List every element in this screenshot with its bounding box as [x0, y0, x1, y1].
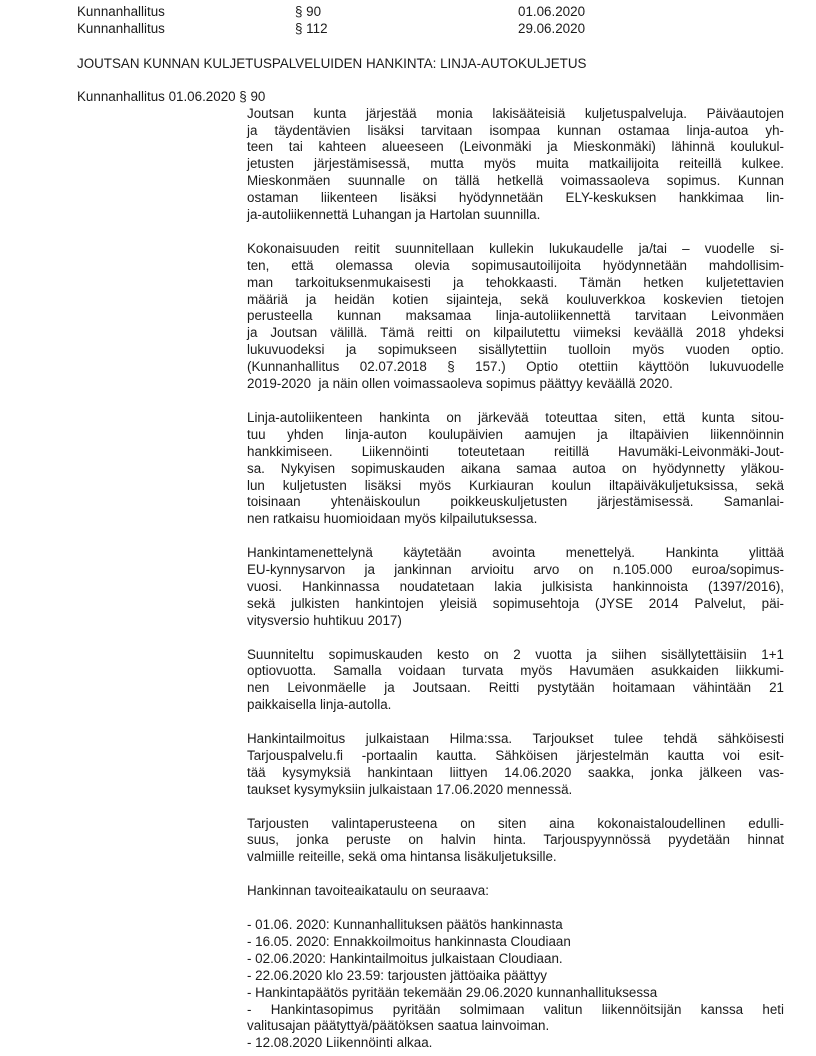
text-line: vuosi. Hankinnassa noudatetaan lakia julkisista hankinnoista (1397/2016),	[247, 578, 784, 594]
paragraph-schedule-intro	[247, 883, 784, 900]
text-line: hankkimiseen. Liikennöinti toteutetaan reitillä Havumäki-Leivonmäki-Jout-	[247, 443, 784, 459]
text-line: 2019-2020 ja näin ollen voimassaoleva sopimus päättyy keväällä 2020.	[247, 376, 673, 392]
text-line: Hankinnan tavoiteaikataulu on seuraava:	[247, 883, 489, 899]
paragraph-tender-process	[247, 731, 784, 799]
text-line: Suunniteltu sopimuskauden kesto on 2 vuotta ja siihen sisällytettäisiin 1+1	[247, 646, 784, 662]
text-line: ja-autoliikennettä Luhangan ja Hartolan suunnilla.	[247, 207, 541, 223]
text-line: nen Leivonmäelle ja Joutsaan. Reitti pystytään hoitamaan vähintään 21	[247, 680, 784, 696]
paragraph-route-planning	[247, 241, 784, 393]
schedule-list	[247, 917, 784, 1052]
text-line: - 02.06.2020: Hankintailmoitus julkaistaan Cloudiaan.	[247, 950, 563, 966]
body-text	[247, 106, 784, 1053]
text-line: paikkaisella linja-autolla.	[247, 697, 392, 713]
text-line: teen tai kahteen alueeseen (Leivonmäki ja Mieskonmäki) lähinnä koulukul-	[247, 139, 784, 155]
text-line: - Hankintasopimus pyritään solmimaan valitun liikennöitsijän kanssa heti	[247, 1001, 784, 1017]
text-line: Tarjousten valintaperusteena on siten aina kokonaistaloudellinen edulli-	[247, 815, 784, 831]
text-line: perusteella kunnan maksamaa linja-autoliikennettä tarvitaan Leivonmäen	[247, 308, 784, 324]
text-line: ostaman liikenteen lisäksi hyödynnetään ELY-keskuksen hankkimaa lin-	[247, 190, 784, 206]
paragraph-procurement-procedure	[247, 545, 784, 630]
text-line: vitysversio huhtikuu 2017)	[247, 612, 402, 628]
text-line: tuu yhden linja-auton koulupäivien aamujen ja iltapäivien liikennöinnin	[247, 426, 784, 442]
text-line: - 01.06. 2020: Kunnanhallituksen päätös hankinnasta	[247, 916, 563, 932]
text-line: toisinaan yhtenäiskoulun poikkeuskuljetusten järjestämisessä. Samanlai-	[247, 494, 784, 510]
text-line: jetusten järjestämisessä, mutta myös muita matkailijoita reiteillä kulkee.	[247, 156, 784, 172]
section-number: § 90	[295, 4, 322, 19]
meeting-date: 29.06.2020	[518, 20, 586, 36]
document-title: JOUTSAN KUNNAN KULJETUSPALVELUIDEN HANKINTA: LINJA-AUTOKULJETUS	[77, 55, 587, 71]
text-line: lukuvuodeksi ja sopimukseen sisällytettiin tuolloin myös vuoden optio.	[247, 342, 784, 358]
text-line: ja Joutsan välillä. Tämä reitti on kilpailutettu viimeksi keväällä 2018 yhdeksi	[247, 325, 784, 341]
committee-name: Kunnanhallitus	[77, 4, 165, 19]
text-line: ten, että olemassa olevia sopimusautoilijoita hyödynnetään mahdollisim-	[247, 257, 784, 273]
text-line: EU-kynnysarvon ja jankinnan arvioitu arvo on n.105.000 euroa/sopimus-	[247, 562, 784, 578]
paragraph-procurement-scope	[247, 410, 784, 528]
text-line: - 22.06.2020 klo 23.59: tarjousten jättöaika päättyy	[247, 967, 548, 983]
committee-name: Kunnanhallitus	[77, 20, 165, 36]
section-heading: Kunnanhallitus 01.06.2020 § 90	[77, 88, 266, 104]
text-line: Hankintailmoitus julkaistaan Hilma:ssa. Tarjoukset tulee tehdä sähköisesti	[247, 731, 784, 747]
section-number: § 112	[295, 20, 328, 36]
text-line: Kokonaisuuden reitit suunnitellaan kullekin lukukaudelle ja/tai – vuodelle si-	[247, 240, 784, 256]
meta-row-2	[0, 21, 816, 38]
text-line: määriä ja heidän kotien sijainteja, sekä kouluverkkoa koskevien tietojen	[247, 291, 784, 307]
meta-row-1	[0, 4, 816, 21]
text-line: lun kuljetusten lisäksi myös Kurkiauran koulun iltapäiväkuljetuksissa, sekä	[247, 477, 784, 493]
text-line: sa. Nykyisen sopimuskauden aikana samaa autoa on hyödynnetty yläkou-	[247, 460, 784, 476]
text-line: - Hankintapäätös pyritään tekemään 29.06.2020 kunnanhallituksessa	[247, 984, 658, 1000]
meeting-date: 01.06.2020	[518, 4, 586, 19]
text-line: valmiille reiteille, sekä oma hintansa lisäkuljetuksille.	[247, 849, 557, 865]
paragraph-selection-criteria	[247, 816, 784, 867]
text-line: - 16.05. 2020: Ennakkoilmoitus hankinnasta Cloudiaan	[247, 933, 571, 949]
text-line: ja täydentävien lisäksi tarvitaan isompaa kunnan ostamaa linja-autoa yh-	[247, 122, 784, 138]
text-line: nen ratkaisu huomioidaan myös kilpailutuksessa.	[247, 511, 538, 527]
paragraph-transport-overview	[247, 106, 784, 224]
text-line: sekä julkisten hankintojen yleisiä sopimusehtoja (JYSE 2014 Palvelut, päi-	[247, 595, 784, 611]
text-line: man tarkoituksenmukaisesti ja tehokkaasti. Tämän hetken kuljetettavien	[247, 274, 784, 290]
text-line: suus, jonka peruste on halvin hinta. Tarjouspyynnössä pyydetään hinnat	[247, 832, 784, 848]
text-line: valitusajan päätyttyä/päätöksen saatua lainvoiman.	[247, 1018, 550, 1034]
text-line: - 12.08.2020 Liikennöinti alkaa.	[247, 1035, 433, 1051]
text-line: Tarjouspalvelu.fi -portaalin kautta. Sähköisen järjestelmän kautta voi esit-	[247, 747, 784, 763]
text-line: Mieskonmäen suunnalle on tällä hetkellä voimassaoleva sopimus. Kunnan	[247, 173, 784, 189]
paragraph-contract-period	[247, 647, 784, 715]
text-line: (Kunnanhallitus 02.07.2018 § 157.) Optio otettiin käyttöön lukuvuodelle	[247, 359, 784, 375]
text-line: taukset kysymyksiin julkaistaan 17.06.2020 mennessä.	[247, 781, 573, 797]
text-line: optiovuotta. Samalla voidaan turvata myös Havumäen asukkaiden liikkumi-	[247, 663, 784, 679]
text-line: Hankintamenettelynä käytetään avointa menettelyä. Hankinta ylittää	[247, 545, 784, 561]
text-line: tää kysymyksiä hankintaan liittyen 14.06.2020 saakka, jonka jälkeen vas-	[247, 764, 784, 780]
text-line: Joutsan kunta järjestää monia lakisääteisiä kuljetuspalveluja. Päiväautojen	[247, 105, 784, 121]
text-line: Linja-autoliikenteen hankinta on järkevää toteuttaa siten, että kunta sitou-	[247, 409, 784, 425]
